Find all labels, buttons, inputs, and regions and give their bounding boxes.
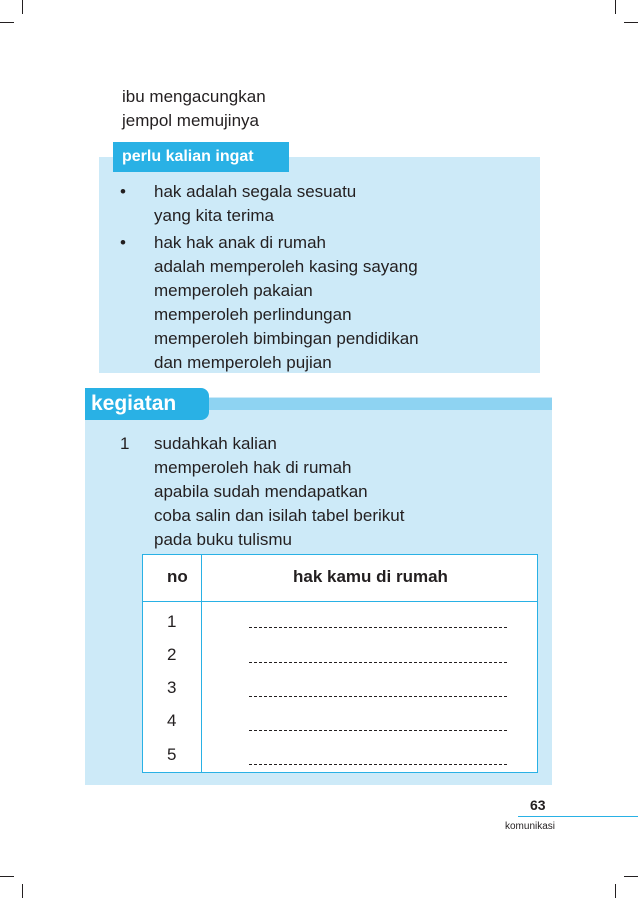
task-instructions bbox=[154, 432, 404, 552]
answer-blank-line bbox=[249, 764, 507, 765]
bullet-line: dan memperoleh pujian bbox=[154, 353, 332, 372]
activity-label: kegiatan bbox=[85, 388, 209, 420]
bullet-icon: • bbox=[120, 182, 126, 201]
crop-mark bbox=[624, 22, 638, 23]
column-header-rights: hak kamu di rumah bbox=[293, 567, 448, 586]
bullet-line: hak hak anak di rumah bbox=[154, 233, 326, 252]
bullet-line: yang kita terima bbox=[154, 206, 274, 225]
task-line: pada buku tulismu bbox=[154, 530, 292, 549]
activity-header-stripe bbox=[209, 398, 552, 410]
task-number: 1 bbox=[120, 434, 130, 453]
bullet-line: memperoleh perlindungan bbox=[154, 305, 352, 324]
bullet-line: memperoleh pakaian bbox=[154, 281, 313, 300]
intro-text bbox=[122, 85, 266, 133]
footer-rule bbox=[518, 816, 638, 817]
intro-line: ibu mengacungkan bbox=[122, 87, 266, 106]
crop-mark bbox=[0, 876, 14, 877]
task-line: sudahkah kalian bbox=[154, 434, 277, 453]
table-divider bbox=[201, 555, 202, 772]
section-label: komunikasi bbox=[505, 821, 556, 832]
row-number: 3 bbox=[167, 678, 177, 697]
crop-mark bbox=[22, 884, 23, 898]
bullet-icon: • bbox=[120, 233, 126, 252]
intro-line: jempol memujinya bbox=[122, 111, 259, 130]
crop-mark bbox=[615, 884, 616, 898]
task-line: memperoleh hak di rumah bbox=[154, 458, 352, 477]
bullet-item bbox=[154, 180, 356, 228]
bullet-item bbox=[154, 231, 419, 375]
crop-mark bbox=[0, 22, 14, 23]
task-line: coba salin dan isilah tabel berikut bbox=[154, 506, 405, 525]
row-number: 5 bbox=[167, 745, 177, 764]
answer-blank-line bbox=[249, 627, 507, 628]
crop-mark bbox=[615, 0, 616, 14]
reminder-label: perlu kalian ingat bbox=[113, 142, 289, 172]
row-number: 1 bbox=[167, 612, 177, 631]
crop-mark bbox=[624, 876, 638, 877]
row-number: 4 bbox=[167, 711, 177, 730]
rights-table bbox=[142, 554, 538, 773]
column-header-no: no bbox=[167, 567, 188, 586]
task-line: apabila sudah mendapatkan bbox=[154, 482, 368, 501]
table-divider bbox=[143, 601, 537, 602]
row-number: 2 bbox=[167, 645, 177, 664]
crop-mark bbox=[22, 0, 23, 14]
answer-blank-line bbox=[249, 696, 507, 697]
page-number: 63 bbox=[530, 797, 546, 813]
bullet-line: hak adalah segala sesuatu bbox=[154, 182, 357, 201]
answer-blank-line bbox=[249, 730, 507, 731]
answer-blank-line bbox=[249, 662, 507, 663]
bullet-line: adalah memperoleh kasing sayang bbox=[154, 257, 418, 276]
bullet-line: memperoleh bimbingan pendidikan bbox=[154, 329, 419, 348]
